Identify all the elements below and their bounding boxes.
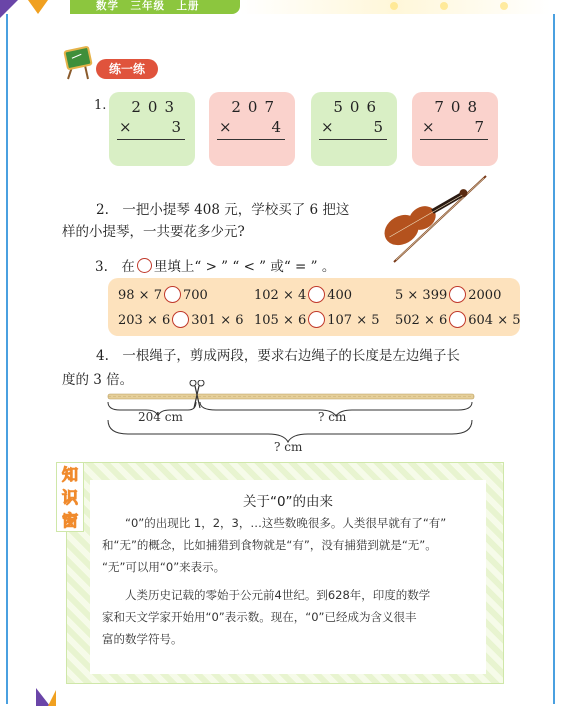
answer-circle-icon[interactable] [164, 286, 181, 303]
compare-left: 5 × 399 [395, 288, 448, 303]
knowledge-para1-line2: 和“无”的概念，比如捕猎到食物就是“有”，没有捕猎到就是“无”。 [102, 538, 437, 552]
compare-left: 203 × 6 [118, 313, 171, 328]
compare-right: 700 [182, 288, 208, 303]
calc-rule [117, 139, 185, 140]
practice-badge [62, 45, 162, 83]
rope-right-length: ? cm [318, 410, 347, 424]
compare-right: 301 × 6 [191, 313, 244, 328]
chalkboard-icon [62, 45, 96, 81]
compare-item-2 [254, 286, 352, 305]
answer-circle-icon [137, 258, 152, 273]
knowledge-tag-char: 窗 [61, 511, 78, 530]
knowledge-window [56, 462, 504, 684]
corner-triangle-orange [28, 0, 48, 14]
header-title: 数学 三年级 上册 [96, 0, 200, 12]
compare-left: 105 × 6 [254, 313, 307, 328]
calc-card-4 [412, 92, 498, 166]
knowledge-para1-line1: “0”的出现比 1，2，3，…这些数晚很多。人类很早就有了“有” [125, 516, 447, 530]
calc-card-3 [311, 92, 397, 166]
left-border-rule [6, 14, 8, 704]
knowledge-para2-line3: 富的数学符号。 [102, 632, 183, 646]
knowledge-para2-line1: 人类历史记载的零始于公元前4世纪。到628年，印度的数学 [125, 588, 431, 602]
knowledge-para2-line2: 家和天文学家开始用“0”表示数。现在，“0”已经成为含义很丰 [102, 610, 417, 624]
compare-left: 98 × 7 [118, 288, 162, 303]
times-sign: × [219, 118, 232, 136]
question-1-number: 1. [94, 98, 107, 113]
rope-left-length: 204 cm [138, 410, 183, 424]
rope-total-length: ? cm [274, 440, 303, 454]
calc-multiplier: 7 [474, 118, 484, 136]
knowledge-tag-char: 知 [61, 465, 78, 484]
compare-left: 502 × 6 [395, 313, 448, 328]
calc-multiplier: 5 [373, 118, 383, 136]
knowledge-title: 关于“0”的由来 [242, 494, 334, 510]
compare-item-6 [395, 311, 521, 330]
question-2-line-1: 2. 一把小提琴 408 元，学校买了 6 把这 [96, 202, 350, 218]
times-sign: × [321, 118, 334, 136]
calc-rule [217, 139, 285, 140]
violin-icon [372, 172, 490, 264]
calc-rule [420, 139, 488, 140]
calc-multiplier: 4 [271, 118, 281, 136]
question-4-line-1: 4. 一根绳子，剪成两段，要求右边绳子的长度是左边绳子长 [96, 348, 460, 364]
question-3-prompt [95, 256, 335, 278]
calc-rule [319, 139, 387, 140]
compare-left: 102 × 4 [254, 288, 307, 303]
header-decoration [240, 0, 550, 14]
knowledge-para1-line3: “无”可以用“0”来表示。 [102, 560, 226, 574]
compare-item-3 [395, 286, 501, 305]
calc-multiplicand: 708 [434, 98, 484, 116]
compare-right: 400 [327, 288, 353, 303]
times-sign: × [422, 118, 435, 136]
knowledge-content [90, 480, 486, 674]
bottom-triangle-orange [48, 690, 56, 706]
practice-badge-label: 练一练 [96, 59, 158, 79]
calc-multiplicand: 203 [131, 98, 181, 116]
calc-multiplicand: 506 [333, 98, 383, 116]
question-4-line-2: 度的 3 倍。 [62, 372, 134, 388]
knowledge-tag-char: 识 [61, 488, 78, 507]
question-3-prefix: 3. 在 [95, 259, 135, 275]
compare-right: 2000 [468, 288, 502, 303]
compare-right: 604 × 5 [468, 313, 521, 328]
calc-card-1 [109, 92, 195, 166]
compare-box [108, 278, 520, 336]
answer-circle-icon[interactable] [449, 311, 466, 328]
answer-circle-icon[interactable] [308, 286, 325, 303]
compare-item-4 [118, 311, 244, 330]
answer-circle-icon[interactable] [172, 311, 189, 328]
knowledge-tag [56, 462, 84, 532]
compare-item-1 [118, 286, 208, 305]
calc-card-2 [209, 92, 295, 166]
answer-circle-icon[interactable] [449, 286, 466, 303]
compare-right: 107 × 5 [327, 313, 380, 328]
question-2-line-2: 样的小提琴，一共要花多少元? [62, 224, 245, 240]
corner-triangle-purple [0, 0, 18, 18]
compare-item-5 [254, 311, 380, 330]
question-3-suffix: 里填上“ > ” “ < ” 或“ = ” 。 [153, 259, 336, 275]
right-border-rule [553, 14, 555, 704]
calc-multiplier: 3 [171, 118, 181, 136]
answer-circle-icon[interactable] [308, 311, 325, 328]
calc-multiplicand: 207 [231, 98, 281, 116]
times-sign: × [119, 118, 132, 136]
